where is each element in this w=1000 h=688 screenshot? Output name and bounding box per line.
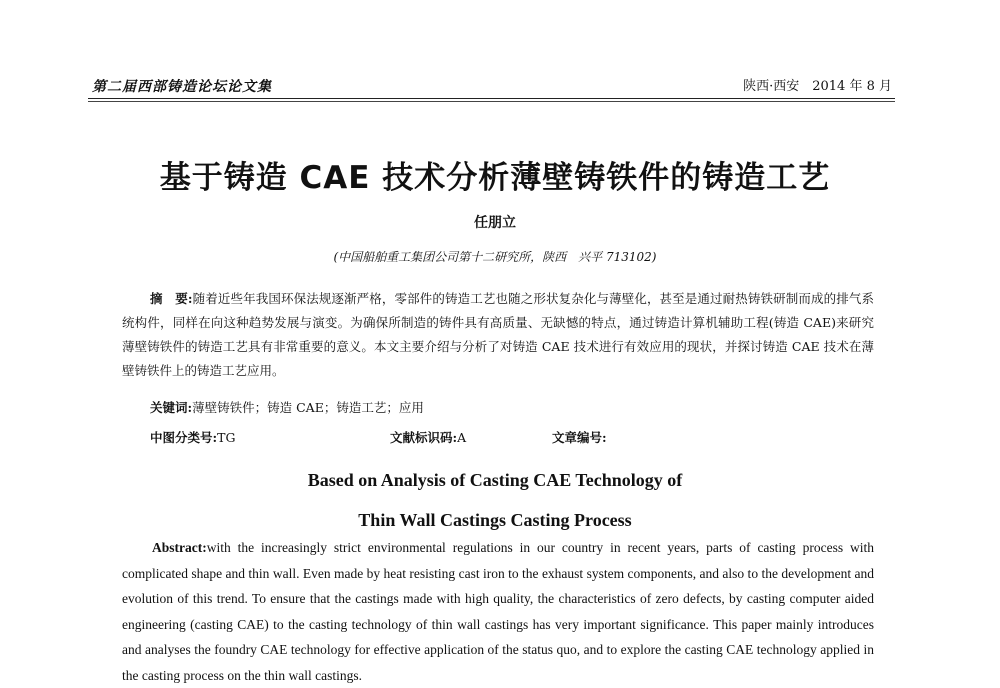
abstract-english — [122, 535, 874, 688]
article-label: 文章编号: — [552, 430, 607, 445]
english-title — [0, 460, 990, 540]
journal-name: 第二届西部铸造论坛论文集 — [92, 79, 272, 95]
running-header — [92, 70, 892, 96]
abstract-en-text: with the increasingly strict environmental regulations in our country in recent years, parts of casting process with complicated shape and thin wall. Even made by heat resisting cast iron to the exhaust system components, and also to the development and evolution of this trend. To ensure that the castings made with high quality, the characteristics of zero defects, by casting computer aided engineering (casting CAE) to the casting technology of thin wall castings has very important significance. This paper mainly introduces and analyses the foundry CAE technology for effective application of the status quo, and to explore the casting CAE technology applied in the casting process on the thin wall castings. — [122, 540, 874, 683]
abstract-cn-text: 随着近些年我国环保法规逐渐严格，零部件的铸造工艺也随之形状复杂化与薄壁化，甚至是通过耐热铸铁研制而成的排气系统构件，同样在向这种趋势发展与演变。为确保所制造的铸件具有高质量、无缺憾的特点，通过铸造计算机辅助工程(铸造 CAE)来研究薄壁铸铁件的铸造工艺具有非常重要的意义。本文主要介绍与分析了对铸造 CAE 技术进行有效应用的现状，并探讨铸造 CAE 技术在薄壁铸铁件上的铸造工艺应用。 — [122, 291, 874, 378]
abstract-chinese — [122, 287, 874, 383]
place-date: 陕西·西安 2014 年 8 月 — [743, 79, 892, 94]
author-affiliation: (中国船舶重工集团公司第十二研究所，陕西 兴平 713102) — [333, 250, 657, 264]
header-rule — [88, 98, 895, 99]
keywords-line — [150, 398, 424, 416]
author-name: 任朋立 — [474, 215, 516, 231]
keywords-text: 薄壁铸铁件；铸造 CAE；铸造工艺；应用 — [192, 400, 424, 415]
abstract-cn-label: 摘 要: — [150, 291, 193, 306]
english-title-line1: Based on Analysis of Casting CAE Technology of — [307, 470, 683, 490]
abstract-en-label: Abstract: — [152, 540, 207, 555]
doc-value: A — [457, 430, 467, 445]
doc-label: 文献标识码: — [390, 430, 458, 445]
clc-label: 中图分类号: — [150, 430, 218, 445]
document-code — [390, 428, 466, 446]
clc-number — [150, 428, 235, 446]
clc-value: TG — [217, 430, 236, 445]
classification-line — [150, 428, 850, 448]
header-rule-thin — [88, 101, 895, 102]
article-number — [552, 428, 607, 446]
english-title-line2: Thin Wall Castings Casting Process — [358, 510, 632, 530]
keywords-label: 关键词: — [150, 400, 193, 415]
paper-title: 基于铸造 CAE 技术分析薄壁铸铁件的铸造工艺 — [159, 160, 831, 196]
